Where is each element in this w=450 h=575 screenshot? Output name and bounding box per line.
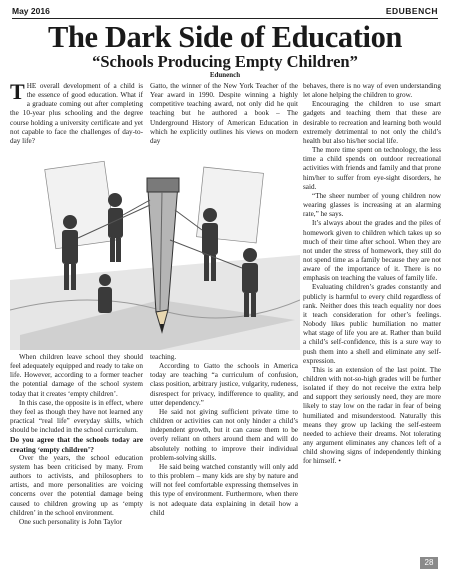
drop-cap: T [10,82,25,104]
lead-text: HE overall development of a child is the essence of good education. What if a graduate coming out after completing the 10-year plus schooling and the degree course holding a university certificate and yet not capable to face the challenges of day-to-day life? [10,82,143,145]
paragraph: One such personality is John Taylor [19,517,122,526]
paragraph: When children leave school they should feel adequately equipped and ready to take on life. However, according to a former teacher the potential damage of the school system today that it creates ‘empty children’. [10,353,143,398]
column-2-top [150,82,298,160]
column-1-top [10,82,143,160]
paragraph: Evaluating children’s grades constantly and publicly is harmful to every child regardless of rank. Neither does this teach equality nor does it teach consideration for other’s feelings. Nobody likes public humiliation no matter what stage of life you are at. Rather than build a child’s self-confidence, this is a sure way to push them into a shell and eliminate any self-expression. [303,283,441,365]
paragraph: Gatto, the winner of the New York Teacher of the Year award in 1990. Despite winning a highly competitive teaching award, not only did he quit teaching but he authored a book – The Underground History of American Education in which he explicitly outlines his views on modern day [150,82,298,145]
paragraph: According to Gatto the schools in America today are teaching “a curriculum of confusion, class position, arbitrary justice, vulgarity, rudeness, disrespect for privacy, indifference to quality, and utter dependency.” [150,362,298,407]
paragraph: This is an extension of the last point. The children with not-so-high grades will be further isolated if they do not receive the extra help and support they seriously need, they are more likely to stay low on the radar in fear of being humiliated and misunderstood. Naturally this means they grow up lacking the self-esteem needed to achieve their dreams. Not tolerating any argument eliminates any chances left of a child showing signs of independently thinking for himself. • [303,365,441,466]
paragraph: In this case, the opposite is in effect, where they feel as though they have not learned any practical “real life” everyday skills, which should be included in the school curriculum. [10,398,143,435]
paragraph: He said not giving sufficient private time to children or activities can not only hinder a child’s independent growth, but it can cause them to be overly reliant on others around them and will do absolutely nothing to improve their individual problem-solving skills. [150,407,298,462]
paragraph: teaching. [150,353,177,361]
article-subtitle: “Schools Producing Empty Children” [92,52,358,71]
paragraph: Over the years, the school education system has been criticised by many. From authors to activists, and philosophers to artists, and more personalities are voicing concerns over the potential damage being caused to children growing up as ‘empty children’ in the school environment. [10,453,143,517]
lead-paragraph [10,82,143,146]
page-header [12,6,438,19]
issue-date: May 2016 [12,6,50,16]
article-byline: Edunench [209,71,241,79]
magazine-name: EDUBENCH [385,6,438,16]
article-title: The Dark Side of Education [48,20,402,54]
paragraph: He said being watched constantly will only add to this problem – many kids are shy by nature and will not feel comfortable expressing themselves in this type of environment. Furthermore, when there is not adequate data explaining in detail how a child [150,462,298,517]
pencil-students-illustration [10,160,300,350]
paragraph: Encouraging the children to use smart gadgets and teaching them that these are desirable to recreation and learning both would extremely detrimental to not only the child’s health but also his/her social life. [303,100,441,145]
paragraph: “The sheer number of young children now wearing glasses is increasing at an alarming rate,” he says. [303,191,441,219]
paragraph: It’s always about the grades and the piles of homework given to children which takes up so much of their time after school. When they are not under the stress of homework, they still do not spend time as a family because they are not aware of the importance of it. There is no emphasis on teaching the values of family life. [303,219,441,283]
section-subheading: Do you agree that the schools today are creating ‘empty children’? [10,435,143,454]
paragraph: behaves, there is no way of even understanding let alone helping the children to grow. [303,82,441,100]
column-3 [303,82,441,554]
column-1-bottom [10,353,143,558]
paragraph: The more time spent on technology, the less time a child spends on outdoor recreational activities with friends and family and that prone him/her to suffer from eye-sight disorders, he said. [303,146,441,191]
page-number: 28 [420,557,438,569]
column-2-bottom [150,353,298,558]
